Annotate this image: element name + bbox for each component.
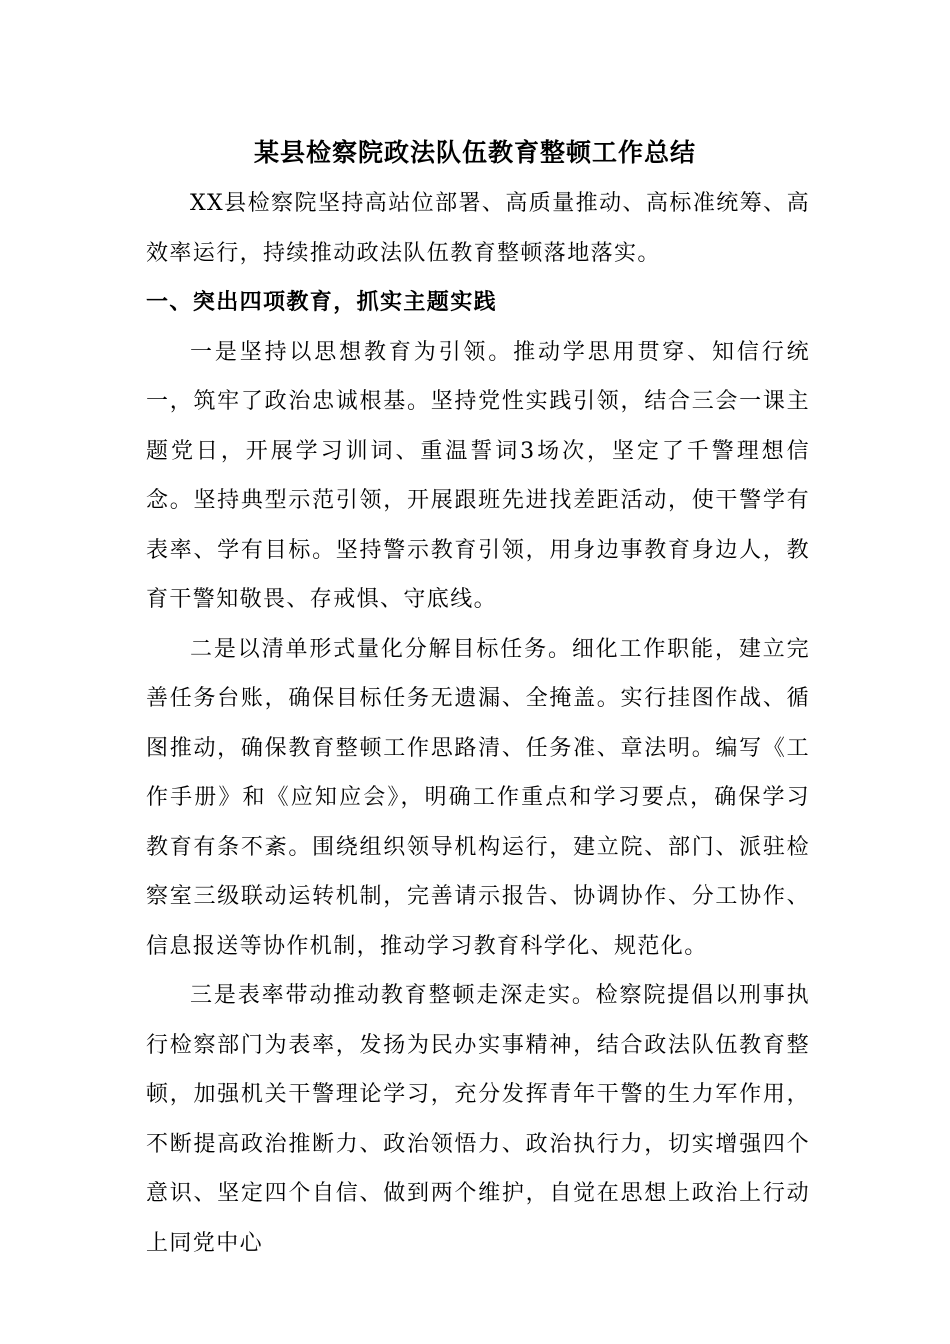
document-body	[146, 179, 810, 1268]
section-heading-1: 一、突出四项教育，抓实主题实践	[146, 289, 498, 315]
document-title: 某县检察院政法队伍教育整顿工作总结	[253, 138, 696, 167]
paragraph-task-checklist: 二是以清单形式量化分解目标任务。细化工作职能，建立完善任务台账，确保目标任务无遗漏、全掩盖。实行挂图作战、循图推动，确保教育整顿工作思路清、任务准、章法明。编写《工作手册》和《应知应会》，明确工作重点和学习要点，确保学习教育有条不紊。围绕组织领导机构运行，建立院、部门、派驻检察室三级联动运转机制，完善请示报告、协调协作、分工协作、信息报送等协作机制，推动学习教育科学化、规范化。	[146, 636, 810, 959]
intro-paragraph: XX县检察院坚持高站位部署、高质量推动、高标准统筹、高效率运行，持续推动政法队伍教育整顿落地落实。	[146, 191, 810, 266]
paragraph-exemplary-leadership: 三是表率带动推动教育整顿走深走实。检察院提倡以刑事执行检察部门为表率，发扬为民办实事精神，结合政法队伍教育整顿，加强机关干警理论学习，充分发挥青年干警的生力军作用，不断提高政治推断力、政治领悟力、政治执行力，切实增强四个意识、坚定四个自信、做到两个维护，自觉在思想上政治上行动上同党中心	[146, 983, 810, 1256]
paragraph-ideological-education: 一是坚持以思想教育为引领。推动学思用贯穿、知信行统一，筑牢了政治忠诚根基。坚持党性实践引领，结合三会一课主题党日，开展学习训词、重温誓词3场次，坚定了千警理想信念。坚持典型示范引领，开展跟班先进找差距活动，使干警学有表率、学有目标。坚持警示教育引领，用身边事教育身边人，教育干警知敬畏、存戒惧、守底线。	[146, 339, 810, 612]
